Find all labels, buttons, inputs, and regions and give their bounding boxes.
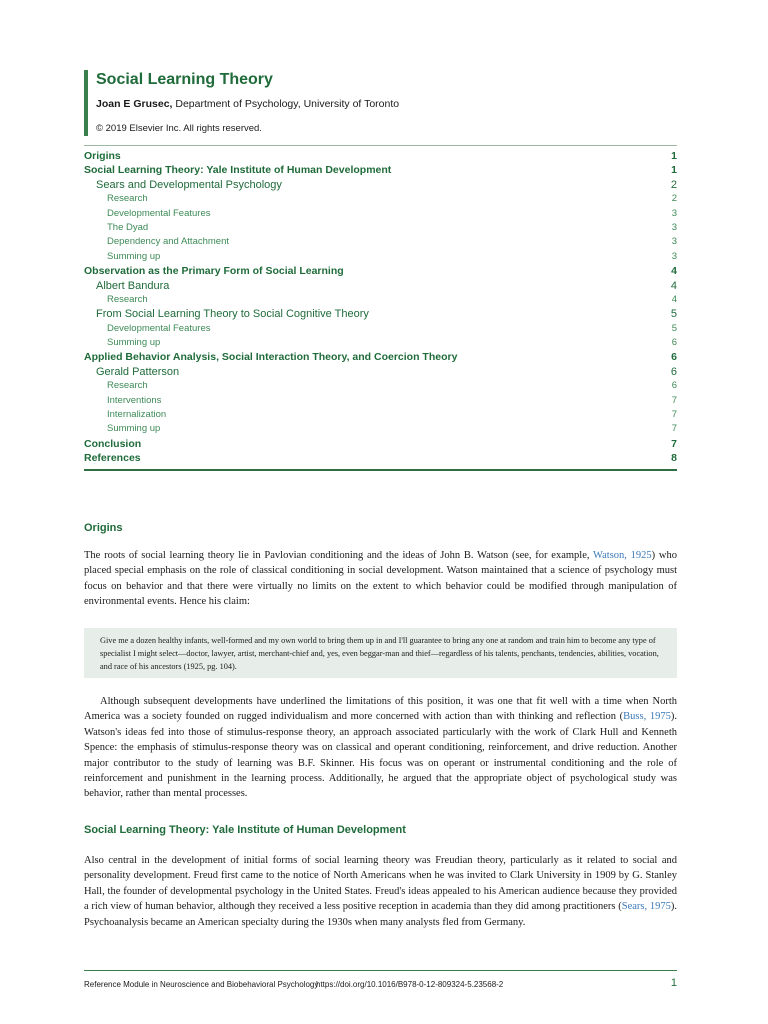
toc-entry-label: Albert Bandura bbox=[96, 279, 170, 292]
paragraph-text: ). Watson's ideas fed into those of stimulus-response theory, an approach associated particularly with the work of Clark Hull and Kenneth Spence: the emphasis of stimulus-response theory was on classical and operant conditioning, reinforcement, and drive reduction. Another major contributor to the study of learning was B.F. Skinner. His focus was on operant or instrumental conditioning and the role of reinforcement and punishment in the learning process. Additionally, he argued that the appropriate object of psychological study was behavior, rather than mental processes. bbox=[84, 711, 677, 800]
toc-entry-page: 7 bbox=[671, 423, 677, 435]
yale-paragraph-1 bbox=[84, 853, 677, 930]
toc-entry[interactable] bbox=[84, 422, 677, 436]
toc-entry[interactable] bbox=[84, 207, 677, 221]
toc-entry[interactable] bbox=[84, 307, 677, 321]
toc-entry[interactable] bbox=[84, 221, 677, 235]
citation-link[interactable]: Watson, 1925 bbox=[593, 550, 652, 561]
author-name: Joan E Grusec, bbox=[96, 98, 173, 110]
toc-entry-page: 6 bbox=[671, 337, 677, 349]
toc-entry[interactable] bbox=[84, 350, 677, 364]
toc-entry-page: 8 bbox=[671, 452, 677, 465]
toc-bottom-divider bbox=[84, 469, 677, 471]
toc-entry-label: Interventions bbox=[107, 394, 162, 406]
toc-entry-label: Research bbox=[107, 193, 148, 205]
toc-entry-page: 3 bbox=[671, 250, 677, 262]
toc-entry-label: References bbox=[84, 452, 141, 465]
author-line bbox=[96, 98, 399, 110]
toc-entry-page: 1 bbox=[671, 164, 677, 177]
toc-entry-page: 3 bbox=[671, 207, 677, 219]
footer-divider bbox=[84, 970, 677, 971]
citation-link[interactable]: Buss, 1975 bbox=[623, 711, 671, 723]
toc-entry[interactable] bbox=[84, 322, 677, 336]
section-heading-yale: Social Learning Theory: Yale Institute of Human Development bbox=[84, 824, 406, 836]
toc-entry[interactable] bbox=[84, 250, 677, 264]
citation-link[interactable]: Sears, 1975 bbox=[621, 901, 671, 913]
paragraph-text: ) who placed special emphasis on the role of classical conditioning in social development. Watson maintained that a science of psychology must focus on behavior and that there were virtually no limits on the extent to which behavior could be modified through manipulation of environmental events. Hence his claim: bbox=[84, 550, 677, 608]
toc-entry-label: Dependency and Attachment bbox=[107, 236, 230, 248]
toc-entry[interactable] bbox=[84, 149, 677, 163]
toc-entry-label: Social Learning Theory: Yale Institute of Human Development bbox=[84, 164, 392, 177]
toc-entry-page: 5 bbox=[670, 308, 677, 321]
paragraph-text: ). Psychoanalysis became an American specialty during the 1930s when many analysts fled from Germany. bbox=[84, 901, 677, 928]
table-of-contents bbox=[84, 149, 677, 466]
toc-entry-label: Applied Behavior Analysis, Social Interaction Theory, and Coercion Theory bbox=[84, 351, 458, 364]
copyright-notice: © 2019 Elsevier Inc. All rights reserved. bbox=[96, 123, 262, 134]
footer-journal-name: Reference Module in Neuroscience and Biobehavioral Psychology bbox=[84, 980, 319, 989]
toc-entry-page: 7 bbox=[671, 394, 677, 406]
toc-top-divider bbox=[84, 145, 677, 146]
paragraph-text: Although subsequent developments have underlined the limitations of this position, it was one that fit well with a time when North America was a society founded on rugged individualism and more concerned with action than with thinking and reflection ( bbox=[84, 696, 677, 723]
toc-entry-page: 7 bbox=[671, 409, 677, 421]
toc-entry-label: Gerald Patterson bbox=[96, 365, 180, 378]
toc-entry-page: 2 bbox=[671, 193, 677, 205]
toc-entry-label: Summing up bbox=[107, 423, 161, 435]
toc-entry[interactable] bbox=[84, 394, 677, 408]
toc-entry[interactable] bbox=[84, 336, 677, 350]
toc-entry-label: Sears and Developmental Psychology bbox=[96, 178, 282, 191]
page-number: 1 bbox=[670, 977, 677, 989]
toc-entry-label: Origins bbox=[84, 150, 121, 162]
article-title: Social Learning Theory bbox=[96, 71, 273, 88]
block-quote: Give me a dozen healthy infants, well-formed and my own world to bring them up in and I'll guarantee to bring any one at random and train him to become any type of specialist I might select—doctor, lawyer, artist, merchant-chief and, yes, even beggar-man and thief—regardless of his talents, penchants, tendencies, abilities, vocation, and race of his ancestors (1925, pg. 104). bbox=[84, 628, 677, 678]
toc-entry[interactable] bbox=[84, 235, 677, 249]
header-accent-bar bbox=[84, 70, 88, 136]
footer-doi-link[interactable]: https://doi.org/10.1016/B978-0-12-809324-5.23568-2 bbox=[316, 980, 504, 989]
toc-entry-page: 4 bbox=[671, 265, 677, 278]
toc-entry[interactable] bbox=[84, 178, 677, 192]
toc-entry[interactable] bbox=[84, 293, 677, 307]
toc-entry[interactable] bbox=[84, 192, 677, 206]
toc-entry-label: The Dyad bbox=[107, 221, 149, 233]
toc-entry[interactable] bbox=[84, 379, 677, 393]
article-header bbox=[84, 70, 684, 138]
toc-entry[interactable] bbox=[84, 408, 677, 422]
paragraph-text: Also central in the development of initial forms of social learning theory was Freudian theory, particularly as it related to social and personality development. Freud first came to the notice of North Americans when he was invited to Clark University in 1909 by G. Stanley Hall, the founder of developmental psychology in the United States. Freud's ideas appealed to his American audience because they provided a rich view of human behavior, although they received a less positive reception in academia than they did among practitioners ( bbox=[84, 855, 677, 913]
toc-entry-label: From Social Learning Theory to Social Cognitive Theory bbox=[96, 308, 369, 321]
toc-entry-page: 4 bbox=[670, 279, 677, 292]
toc-entry[interactable] bbox=[84, 279, 677, 293]
paragraph-text: The roots of social learning theory lie in Pavlovian conditioning and the ideas of John B. Watson (see, for example, bbox=[84, 550, 594, 561]
toc-entry-label: Developmental Features bbox=[107, 207, 211, 219]
toc-entry-page: 2 bbox=[670, 178, 677, 191]
toc-entry[interactable] bbox=[84, 163, 677, 177]
origins-paragraph-1 bbox=[84, 548, 677, 610]
toc-entry-label: Conclusion bbox=[84, 437, 142, 450]
toc-entry[interactable] bbox=[84, 451, 677, 465]
toc-entry-label: Summing up bbox=[107, 337, 161, 349]
toc-entry-label: Internalization bbox=[107, 409, 167, 421]
toc-entry-label: Research bbox=[107, 380, 148, 392]
toc-entry-label: Research bbox=[107, 293, 148, 305]
toc-entry-page: 6 bbox=[671, 380, 677, 392]
toc-entry[interactable] bbox=[84, 264, 677, 278]
toc-entry[interactable] bbox=[84, 365, 677, 379]
toc-entry-page: 6 bbox=[670, 365, 677, 378]
origins-paragraph-2 bbox=[84, 694, 677, 802]
toc-entry-page: 1 bbox=[671, 150, 677, 162]
toc-entry-page: 3 bbox=[671, 221, 677, 233]
toc-entry-label: Observation as the Primary Form of Social Learning bbox=[84, 265, 344, 278]
toc-entry-page: 5 bbox=[671, 322, 677, 334]
toc-entry-page: 6 bbox=[671, 351, 677, 364]
toc-entry[interactable] bbox=[84, 437, 677, 451]
section-heading-origins: Origins bbox=[84, 522, 123, 534]
toc-entry-label: Developmental Features bbox=[107, 322, 211, 334]
toc-entry-page: 3 bbox=[671, 236, 677, 248]
toc-entry-page: 4 bbox=[671, 293, 677, 305]
author-affiliation: Department of Psychology, University of Toronto bbox=[172, 98, 400, 110]
toc-entry-page: 7 bbox=[671, 437, 677, 450]
toc-entry-label: Summing up bbox=[107, 250, 161, 262]
